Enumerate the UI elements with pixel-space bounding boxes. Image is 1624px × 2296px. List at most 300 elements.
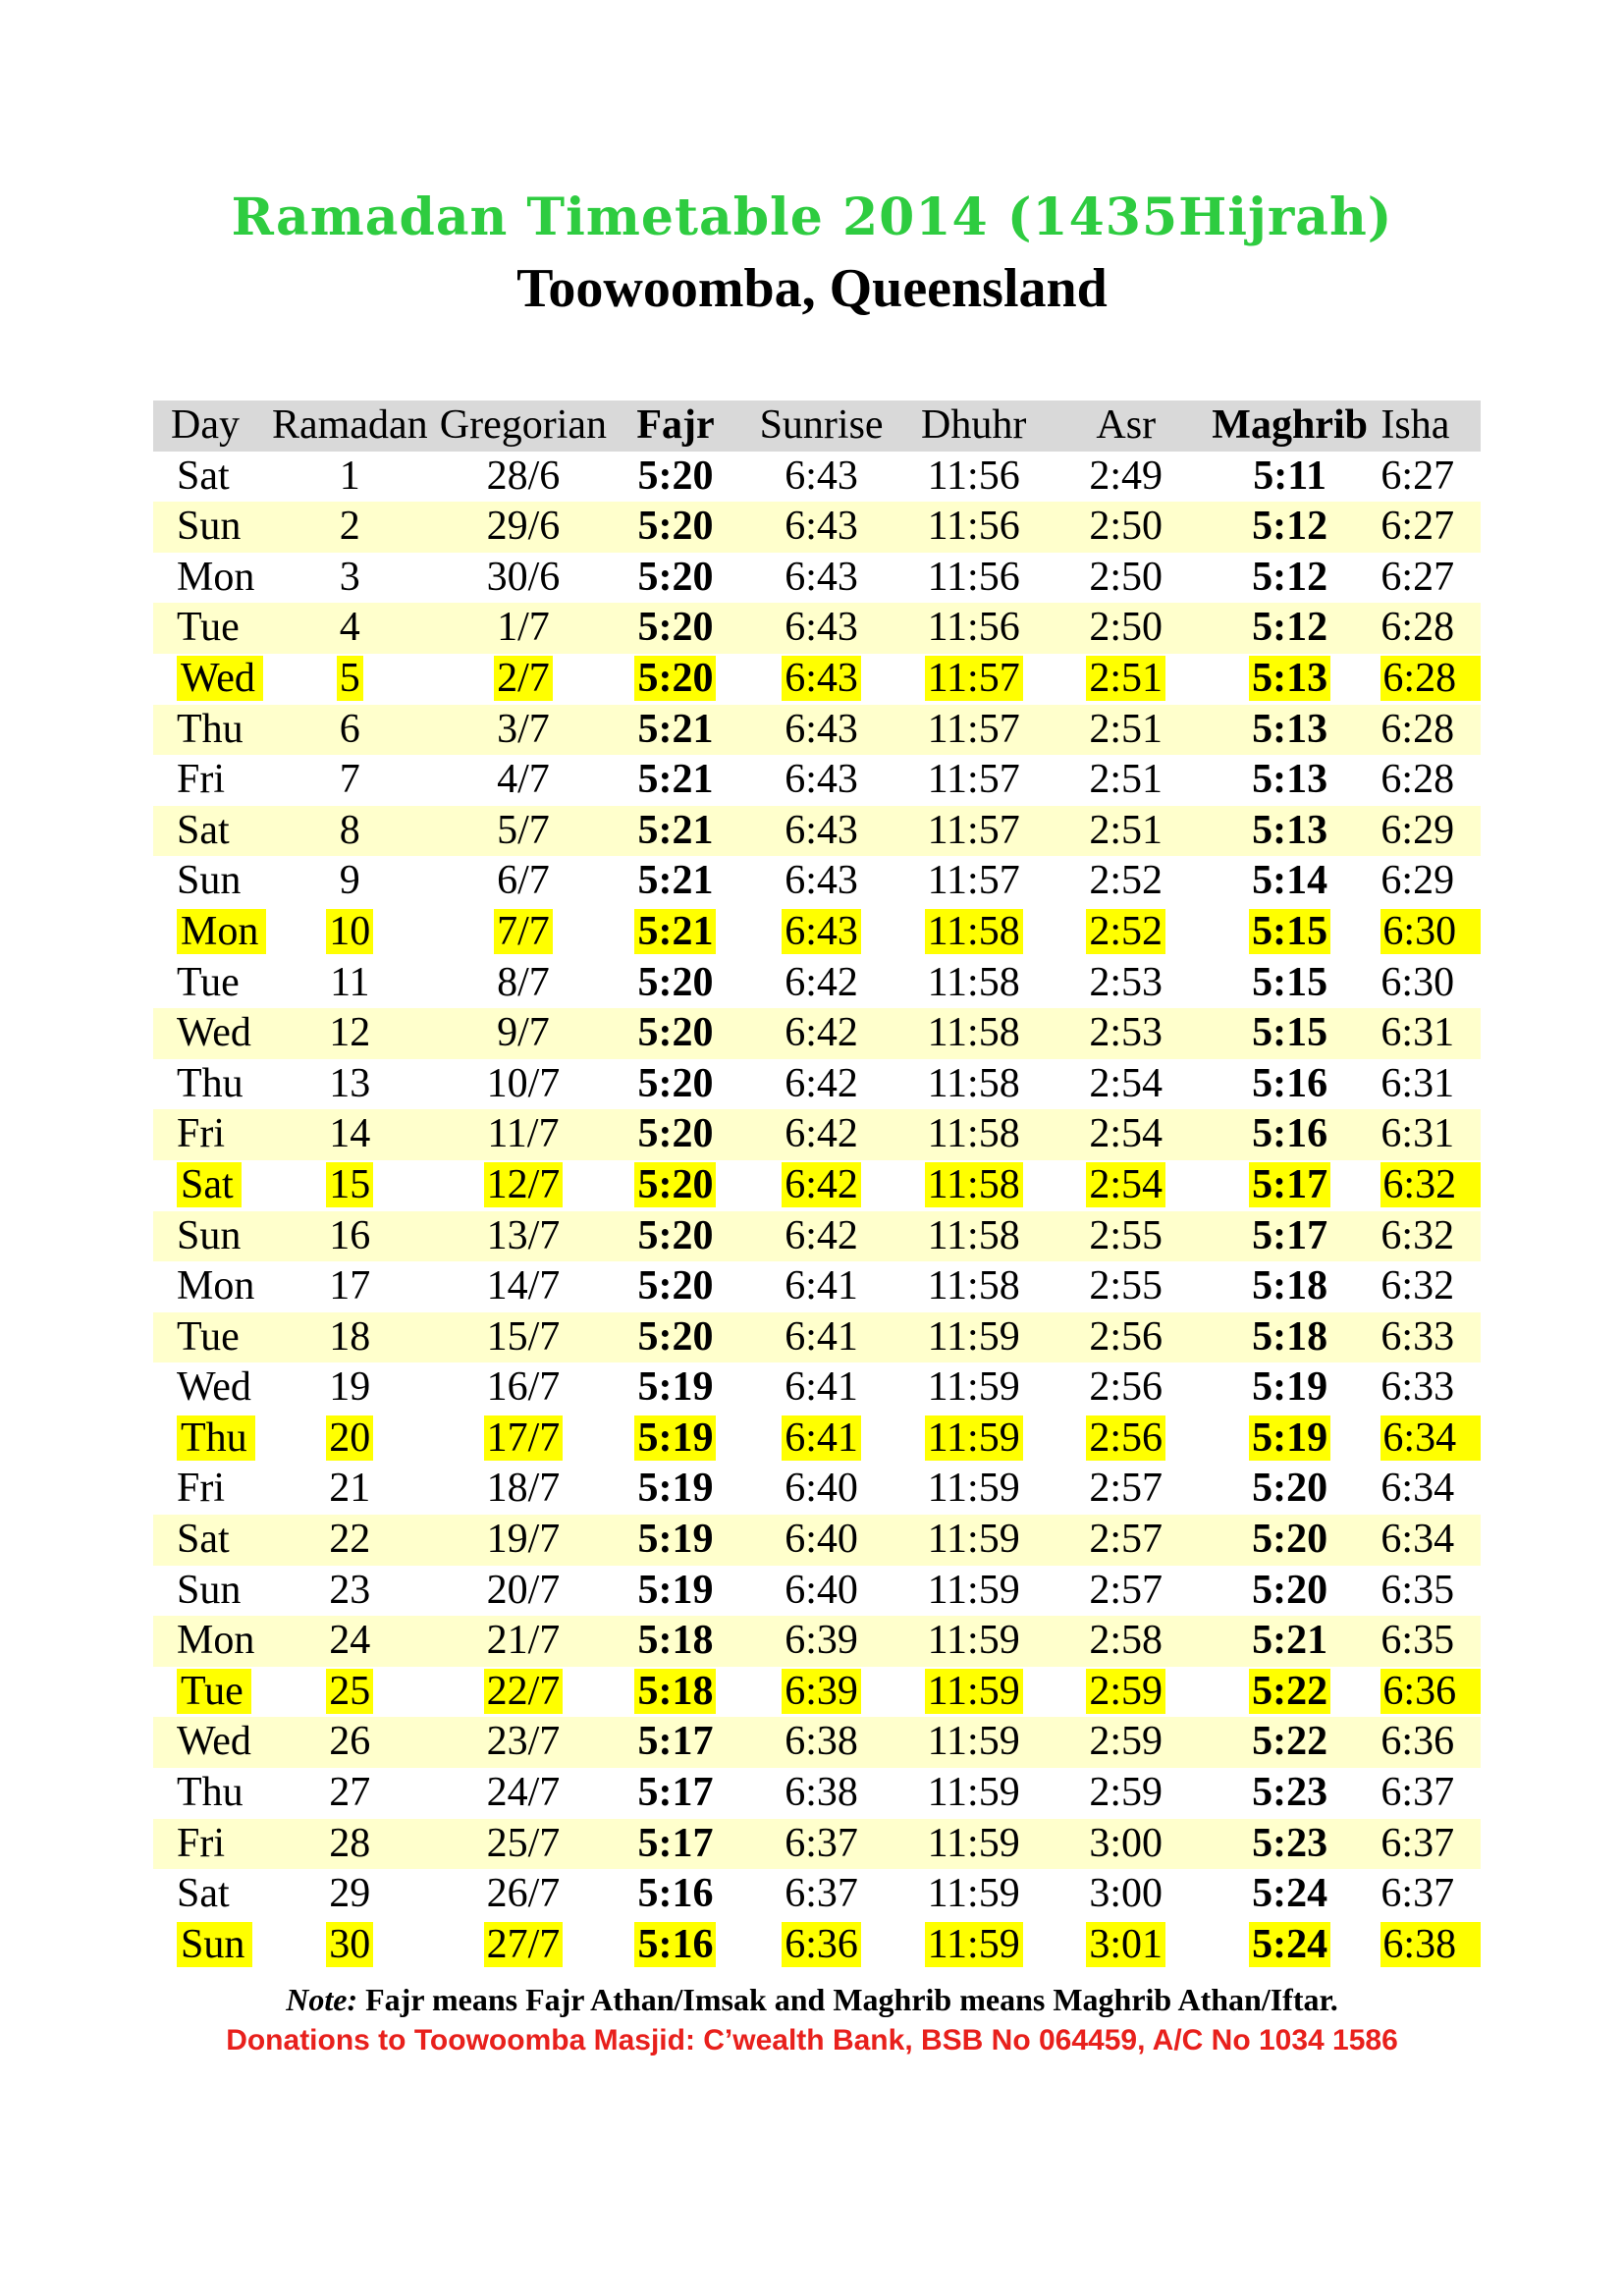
cell-gregorian-text: 7/7 [494,909,553,954]
cell-isha-text: 6:34 [1380,1517,1455,1563]
cell-ramadan [267,806,432,857]
cell-ramadan [267,1008,432,1059]
cell-sunrise [736,1667,905,1718]
cell-isha-text: 6:32 [1380,1212,1455,1258]
cell-maghrib [1211,1261,1370,1312]
cell-sunrise-text: 6:36 [782,1922,861,1967]
cell-maghrib-text: 5:20 [1252,1567,1328,1613]
cell-fajr-text: 5:21 [637,807,714,853]
cell-asr [1042,856,1211,907]
cell-sunrise [736,654,905,705]
cell-sunrise [736,1768,905,1819]
cell-day-text: Sun [177,504,242,550]
cell-fajr [615,1717,737,1768]
cell-sunrise-text: 6:43 [785,504,858,550]
cell-ramadan-text: 21 [329,1466,371,1512]
cell-fajr [615,1261,737,1312]
cell-day-text: Mon [177,909,266,954]
cell-fajr-text: 5:20 [637,453,714,499]
cell-asr [1042,1414,1211,1465]
cell-isha-text: 6:31 [1380,1111,1455,1157]
cell-sunrise-text: 6:37 [785,1871,858,1917]
cell-ramadan-text: 3 [339,554,360,600]
cell-isha-text: 6:33 [1380,1313,1455,1360]
cell-gregorian [432,755,614,806]
header-isha: Isha [1369,400,1481,452]
cell-sunrise-text: 6:43 [785,554,858,600]
cell-day [153,1869,267,1920]
cell-maghrib-text: 5:17 [1252,1212,1328,1258]
cell-day-text: Fri [177,1820,226,1866]
cell-gregorian-text: 19/7 [486,1517,561,1563]
cell-maghrib [1211,452,1370,503]
cell-ramadan-text: 28 [329,1820,371,1866]
cell-gregorian [432,1515,614,1566]
cell-ramadan [267,856,432,907]
cell-maghrib-text: 5:17 [1249,1162,1330,1207]
cell-asr [1042,1515,1211,1566]
cell-day [153,1768,267,1819]
cell-maghrib [1211,1109,1370,1160]
cell-day-text: Tue [177,959,240,1005]
cell-gregorian [432,1869,614,1920]
cell-asr [1042,1109,1211,1160]
cell-isha [1369,1819,1481,1870]
cell-ramadan-text: 10 [326,909,373,954]
cell-day-text: Sat [177,1517,230,1563]
cell-gregorian [432,1616,614,1667]
cell-day [153,1819,267,1870]
cell-maghrib [1211,1414,1370,1465]
cell-dhuhr [906,1008,1042,1059]
cell-ramadan-text: 13 [329,1060,371,1106]
cell-asr-text: 2:56 [1089,1313,1164,1360]
cell-isha [1369,553,1481,604]
table-row [153,1869,1481,1920]
cell-fajr [615,1109,737,1160]
cell-day-text: Sun [177,858,242,904]
cell-dhuhr [906,553,1042,604]
cell-maghrib-text: 5:15 [1252,959,1328,1005]
cell-dhuhr [906,502,1042,553]
cell-isha [1369,1768,1481,1819]
cell-dhuhr-text: 11:58 [925,1162,1023,1207]
cell-sunrise-text: 6:39 [785,1618,858,1664]
cell-maghrib [1211,907,1370,958]
cell-ramadan [267,603,432,654]
cell-day [153,452,267,503]
cell-fajr [615,1869,737,1920]
cell-day [153,856,267,907]
cell-day-text: Sat [177,453,230,499]
cell-isha [1369,1362,1481,1414]
cell-dhuhr [906,1566,1042,1617]
cell-day-text: Sun [177,1212,242,1258]
cell-ramadan-text: 27 [329,1770,371,1816]
table-row [153,1008,1481,1059]
cell-gregorian-text: 28/6 [486,453,561,499]
cell-gregorian-text: 9/7 [497,1010,550,1056]
cell-asr-text: 2:56 [1089,1364,1164,1411]
cell-isha [1369,502,1481,553]
cell-asr-text: 2:52 [1086,909,1165,954]
header-asr: Asr [1042,400,1211,452]
cell-gregorian-text: 27/7 [484,1922,564,1967]
cell-sunrise [736,502,905,553]
cell-day-text: Sun [177,1567,242,1613]
cell-ramadan-text: 18 [329,1313,371,1360]
cell-dhuhr-text: 11:58 [927,1010,1020,1056]
cell-maghrib-text: 5:20 [1252,1517,1328,1563]
cell-dhuhr [906,1768,1042,1819]
cell-ramadan [267,452,432,503]
cell-maghrib-text: 5:12 [1252,605,1328,651]
cell-dhuhr-text: 11:56 [927,504,1020,550]
note [0,1979,1624,2020]
cell-day [153,1464,267,1515]
cell-dhuhr-text: 11:58 [927,959,1020,1005]
cell-ramadan-text: 29 [329,1871,371,1917]
cell-ramadan [267,1819,432,1870]
cell-gregorian-text: 21/7 [486,1618,561,1664]
cell-asr [1042,502,1211,553]
cell-dhuhr [906,1464,1042,1515]
cell-dhuhr-text: 11:56 [927,453,1020,499]
cell-gregorian [432,1464,614,1515]
cell-dhuhr-text: 11:59 [925,1669,1023,1714]
cell-gregorian [432,654,614,705]
cell-dhuhr [906,1869,1042,1920]
table-row [153,755,1481,806]
cell-isha [1369,1414,1481,1465]
cell-sunrise [736,907,905,958]
cell-fajr [615,452,737,503]
cell-dhuhr-text: 11:57 [927,757,1020,803]
cell-isha [1369,705,1481,756]
cell-dhuhr-text: 11:59 [927,1820,1020,1866]
cell-ramadan-text: 12 [329,1010,371,1056]
cell-isha-text: 6:35 [1380,1567,1455,1613]
cell-fajr [615,1616,737,1667]
cell-fajr-text: 5:20 [637,504,714,550]
cell-maghrib [1211,1362,1370,1414]
cell-sunrise [736,1008,905,1059]
cell-asr [1042,1059,1211,1110]
cell-ramadan-text: 26 [329,1719,371,1765]
cell-maghrib-text: 5:24 [1249,1922,1330,1967]
cell-maghrib-text: 5:18 [1252,1313,1328,1360]
cell-day-text: Fri [177,1111,226,1157]
cell-dhuhr [906,1717,1042,1768]
cell-ramadan [267,755,432,806]
header-gregorian: Gregorian [432,400,614,452]
cell-gregorian-text: 25/7 [486,1820,561,1866]
cell-gregorian-text: 6/7 [497,858,550,904]
cell-asr [1042,452,1211,503]
cell-ramadan-text: 8 [339,807,360,853]
table-row [153,1920,1481,1971]
cell-ramadan-text: 20 [326,1415,373,1461]
cell-sunrise [736,1464,905,1515]
cell-sunrise-text: 6:38 [785,1719,858,1765]
cell-asr [1042,1312,1211,1363]
cell-asr-text: 2:59 [1089,1770,1164,1816]
cell-day [153,1059,267,1110]
cell-day-text: Fri [177,1466,226,1512]
table-row [153,603,1481,654]
cell-maghrib-text: 5:23 [1252,1770,1328,1816]
cell-dhuhr-text: 11:59 [927,1364,1020,1411]
cell-maghrib-text: 5:16 [1252,1111,1328,1157]
cell-fajr [615,856,737,907]
cell-dhuhr [906,1819,1042,1870]
cell-asr [1042,1717,1211,1768]
cell-sunrise [736,1566,905,1617]
cell-dhuhr-text: 11:59 [927,1313,1020,1360]
cell-isha [1369,755,1481,806]
cell-sunrise-text: 6:43 [785,807,858,853]
cell-maghrib [1211,1566,1370,1617]
cell-gregorian [432,1920,614,1971]
cell-ramadan [267,1362,432,1414]
cell-asr [1042,1362,1211,1414]
cell-gregorian [432,1667,614,1718]
cell-maghrib [1211,1667,1370,1718]
cell-asr [1042,1768,1211,1819]
cell-maghrib-text: 5:19 [1249,1415,1330,1461]
cell-ramadan-text: 1 [339,453,360,499]
cell-gregorian [432,502,614,553]
cell-isha-text: 6:30 [1380,909,1481,954]
cell-day [153,806,267,857]
cell-maghrib [1211,654,1370,705]
cell-day-text: Wed [177,1719,251,1765]
table-row [153,856,1481,907]
cell-isha [1369,856,1481,907]
cell-isha [1369,1566,1481,1617]
cell-dhuhr-text: 11:59 [925,1415,1023,1461]
cell-dhuhr [906,958,1042,1009]
cell-day-text: Sun [177,1922,252,1967]
cell-asr [1042,553,1211,604]
cell-fajr [615,1566,737,1617]
cell-gregorian-text: 11/7 [487,1111,560,1157]
cell-day-text: Tue [177,1669,251,1714]
cell-asr-text: 2:51 [1089,807,1164,853]
cell-fajr [615,958,737,1009]
header-maghrib: Maghrib [1211,400,1370,452]
cell-sunrise [736,1362,905,1414]
cell-gregorian-text: 2/7 [494,656,553,701]
cell-sunrise [736,1312,905,1363]
cell-ramadan [267,1160,432,1211]
cell-maghrib [1211,958,1370,1009]
table-row [153,1059,1481,1110]
cell-day-text: Mon [177,554,255,600]
cell-fajr-text: 5:20 [637,1010,714,1056]
cell-dhuhr-text: 11:56 [927,605,1020,651]
cell-ramadan [267,1515,432,1566]
cell-asr-text: 2:55 [1089,1212,1164,1258]
cell-sunrise [736,755,905,806]
cell-asr-text: 2:54 [1086,1162,1165,1207]
cell-sunrise [736,1717,905,1768]
cell-day-text: Tue [177,605,240,651]
cell-maghrib [1211,856,1370,907]
cell-sunrise-text: 6:43 [785,858,858,904]
cell-fajr-text: 5:16 [634,1922,716,1967]
cell-maghrib-text: 5:15 [1252,1010,1328,1056]
cell-dhuhr [906,1667,1042,1718]
cell-asr [1042,1869,1211,1920]
cell-maghrib [1211,1717,1370,1768]
cell-day-text: Sat [177,807,230,853]
page-title: Ramadan Timetable 2014 (1435Hijrah) [231,187,1393,247]
cell-fajr [615,603,737,654]
cell-asr [1042,1261,1211,1312]
cell-asr-text: 2:50 [1089,605,1164,651]
cell-gregorian [432,1261,614,1312]
cell-asr [1042,603,1211,654]
cell-day-text: Wed [177,1364,251,1411]
header-day: Day [153,400,267,452]
cell-sunrise-text: 6:43 [785,453,858,499]
cell-gregorian-text: 3/7 [497,706,550,752]
cell-asr [1042,654,1211,705]
table-row [153,1160,1481,1211]
cell-isha-text: 6:27 [1380,453,1455,499]
cell-ramadan-text: 23 [329,1567,371,1613]
cell-day [153,1920,267,1971]
cell-isha-text: 6:29 [1380,858,1455,904]
cell-sunrise [736,1414,905,1465]
table-row [153,1414,1481,1465]
cell-ramadan [267,1109,432,1160]
table-row [153,1566,1481,1617]
cell-sunrise [736,603,905,654]
cell-fajr [615,1464,737,1515]
cell-gregorian-text: 22/7 [484,1669,564,1714]
cell-asr-text: 2:54 [1089,1060,1164,1106]
cell-ramadan [267,1211,432,1262]
cell-asr [1042,1819,1211,1870]
cell-day [153,1109,267,1160]
cell-day-text: Thu [177,1060,244,1106]
cell-gregorian [432,452,614,503]
cell-asr [1042,755,1211,806]
cell-maghrib-text: 5:12 [1252,554,1328,600]
cell-isha-text: 6:28 [1380,757,1455,803]
cell-gregorian-text: 20/7 [486,1567,561,1613]
header-ramadan: Ramadan [267,400,432,452]
cell-day [153,1008,267,1059]
cell-day [153,603,267,654]
cell-fajr [615,1008,737,1059]
cell-dhuhr-text: 11:59 [927,1871,1020,1917]
table-row [153,1616,1481,1667]
cell-fajr-text: 5:17 [637,1820,714,1866]
cell-isha-text: 6:34 [1380,1466,1455,1512]
cell-dhuhr [906,1211,1042,1262]
cell-day [153,705,267,756]
cell-maghrib-text: 5:13 [1252,706,1328,752]
cell-dhuhr [906,1261,1042,1312]
cell-sunrise [736,806,905,857]
cell-gregorian [432,1109,614,1160]
cell-ramadan [267,1312,432,1363]
cell-sunrise [736,1869,905,1920]
cell-sunrise-text: 6:40 [785,1517,858,1563]
cell-gregorian [432,1768,614,1819]
cell-sunrise [736,452,905,503]
cell-isha [1369,1008,1481,1059]
cell-gregorian [432,1362,614,1414]
cell-fajr-text: 5:20 [637,1263,714,1309]
cell-day [153,1362,267,1414]
cell-asr [1042,705,1211,756]
cell-day [153,1261,267,1312]
cell-fajr-text: 5:17 [637,1770,714,1816]
table-row [153,907,1481,958]
cell-fajr-text: 5:20 [637,605,714,651]
table-row [153,705,1481,756]
cell-gregorian [432,958,614,1009]
cell-sunrise-text: 6:43 [785,605,858,651]
cell-isha-text: 6:36 [1380,1719,1455,1765]
cell-isha-text: 6:37 [1380,1770,1455,1816]
cell-dhuhr-text: 11:58 [925,909,1023,954]
cell-sunrise-text: 6:42 [782,1162,861,1207]
cell-ramadan [267,502,432,553]
cell-maghrib-text: 5:20 [1252,1466,1328,1512]
cell-asr-text: 2:57 [1089,1517,1164,1563]
cell-asr [1042,1566,1211,1617]
cell-dhuhr-text: 11:59 [927,1770,1020,1816]
cell-fajr [615,1515,737,1566]
cell-fajr-text: 5:20 [637,1212,714,1258]
table-row [153,502,1481,553]
cell-sunrise [736,1515,905,1566]
cell-gregorian [432,1312,614,1363]
cell-gregorian-text: 30/6 [486,554,561,600]
cell-fajr-text: 5:20 [634,1162,716,1207]
cell-asr-text: 2:57 [1089,1466,1164,1512]
cell-fajr-text: 5:19 [637,1567,714,1613]
cell-asr-text: 2:53 [1089,959,1164,1005]
timetable [153,400,1481,1970]
cell-isha [1369,1869,1481,1920]
cell-dhuhr [906,755,1042,806]
cell-dhuhr [906,452,1042,503]
cell-day-text: Wed [177,656,263,701]
cell-gregorian-text: 8/7 [497,959,550,1005]
cell-ramadan-text: 25 [326,1669,373,1714]
cell-gregorian [432,553,614,604]
location-subtitle: Toowoomba, Queensland [516,258,1108,319]
cell-gregorian-text: 14/7 [486,1263,561,1309]
cell-dhuhr [906,1160,1042,1211]
cell-dhuhr [906,856,1042,907]
cell-sunrise [736,553,905,604]
cell-day [153,1160,267,1211]
cell-ramadan-text: 30 [326,1922,373,1967]
cell-isha [1369,603,1481,654]
cell-day [153,1211,267,1262]
cell-maghrib [1211,502,1370,553]
cell-dhuhr [906,1312,1042,1363]
cell-gregorian [432,705,614,756]
cell-ramadan [267,1717,432,1768]
